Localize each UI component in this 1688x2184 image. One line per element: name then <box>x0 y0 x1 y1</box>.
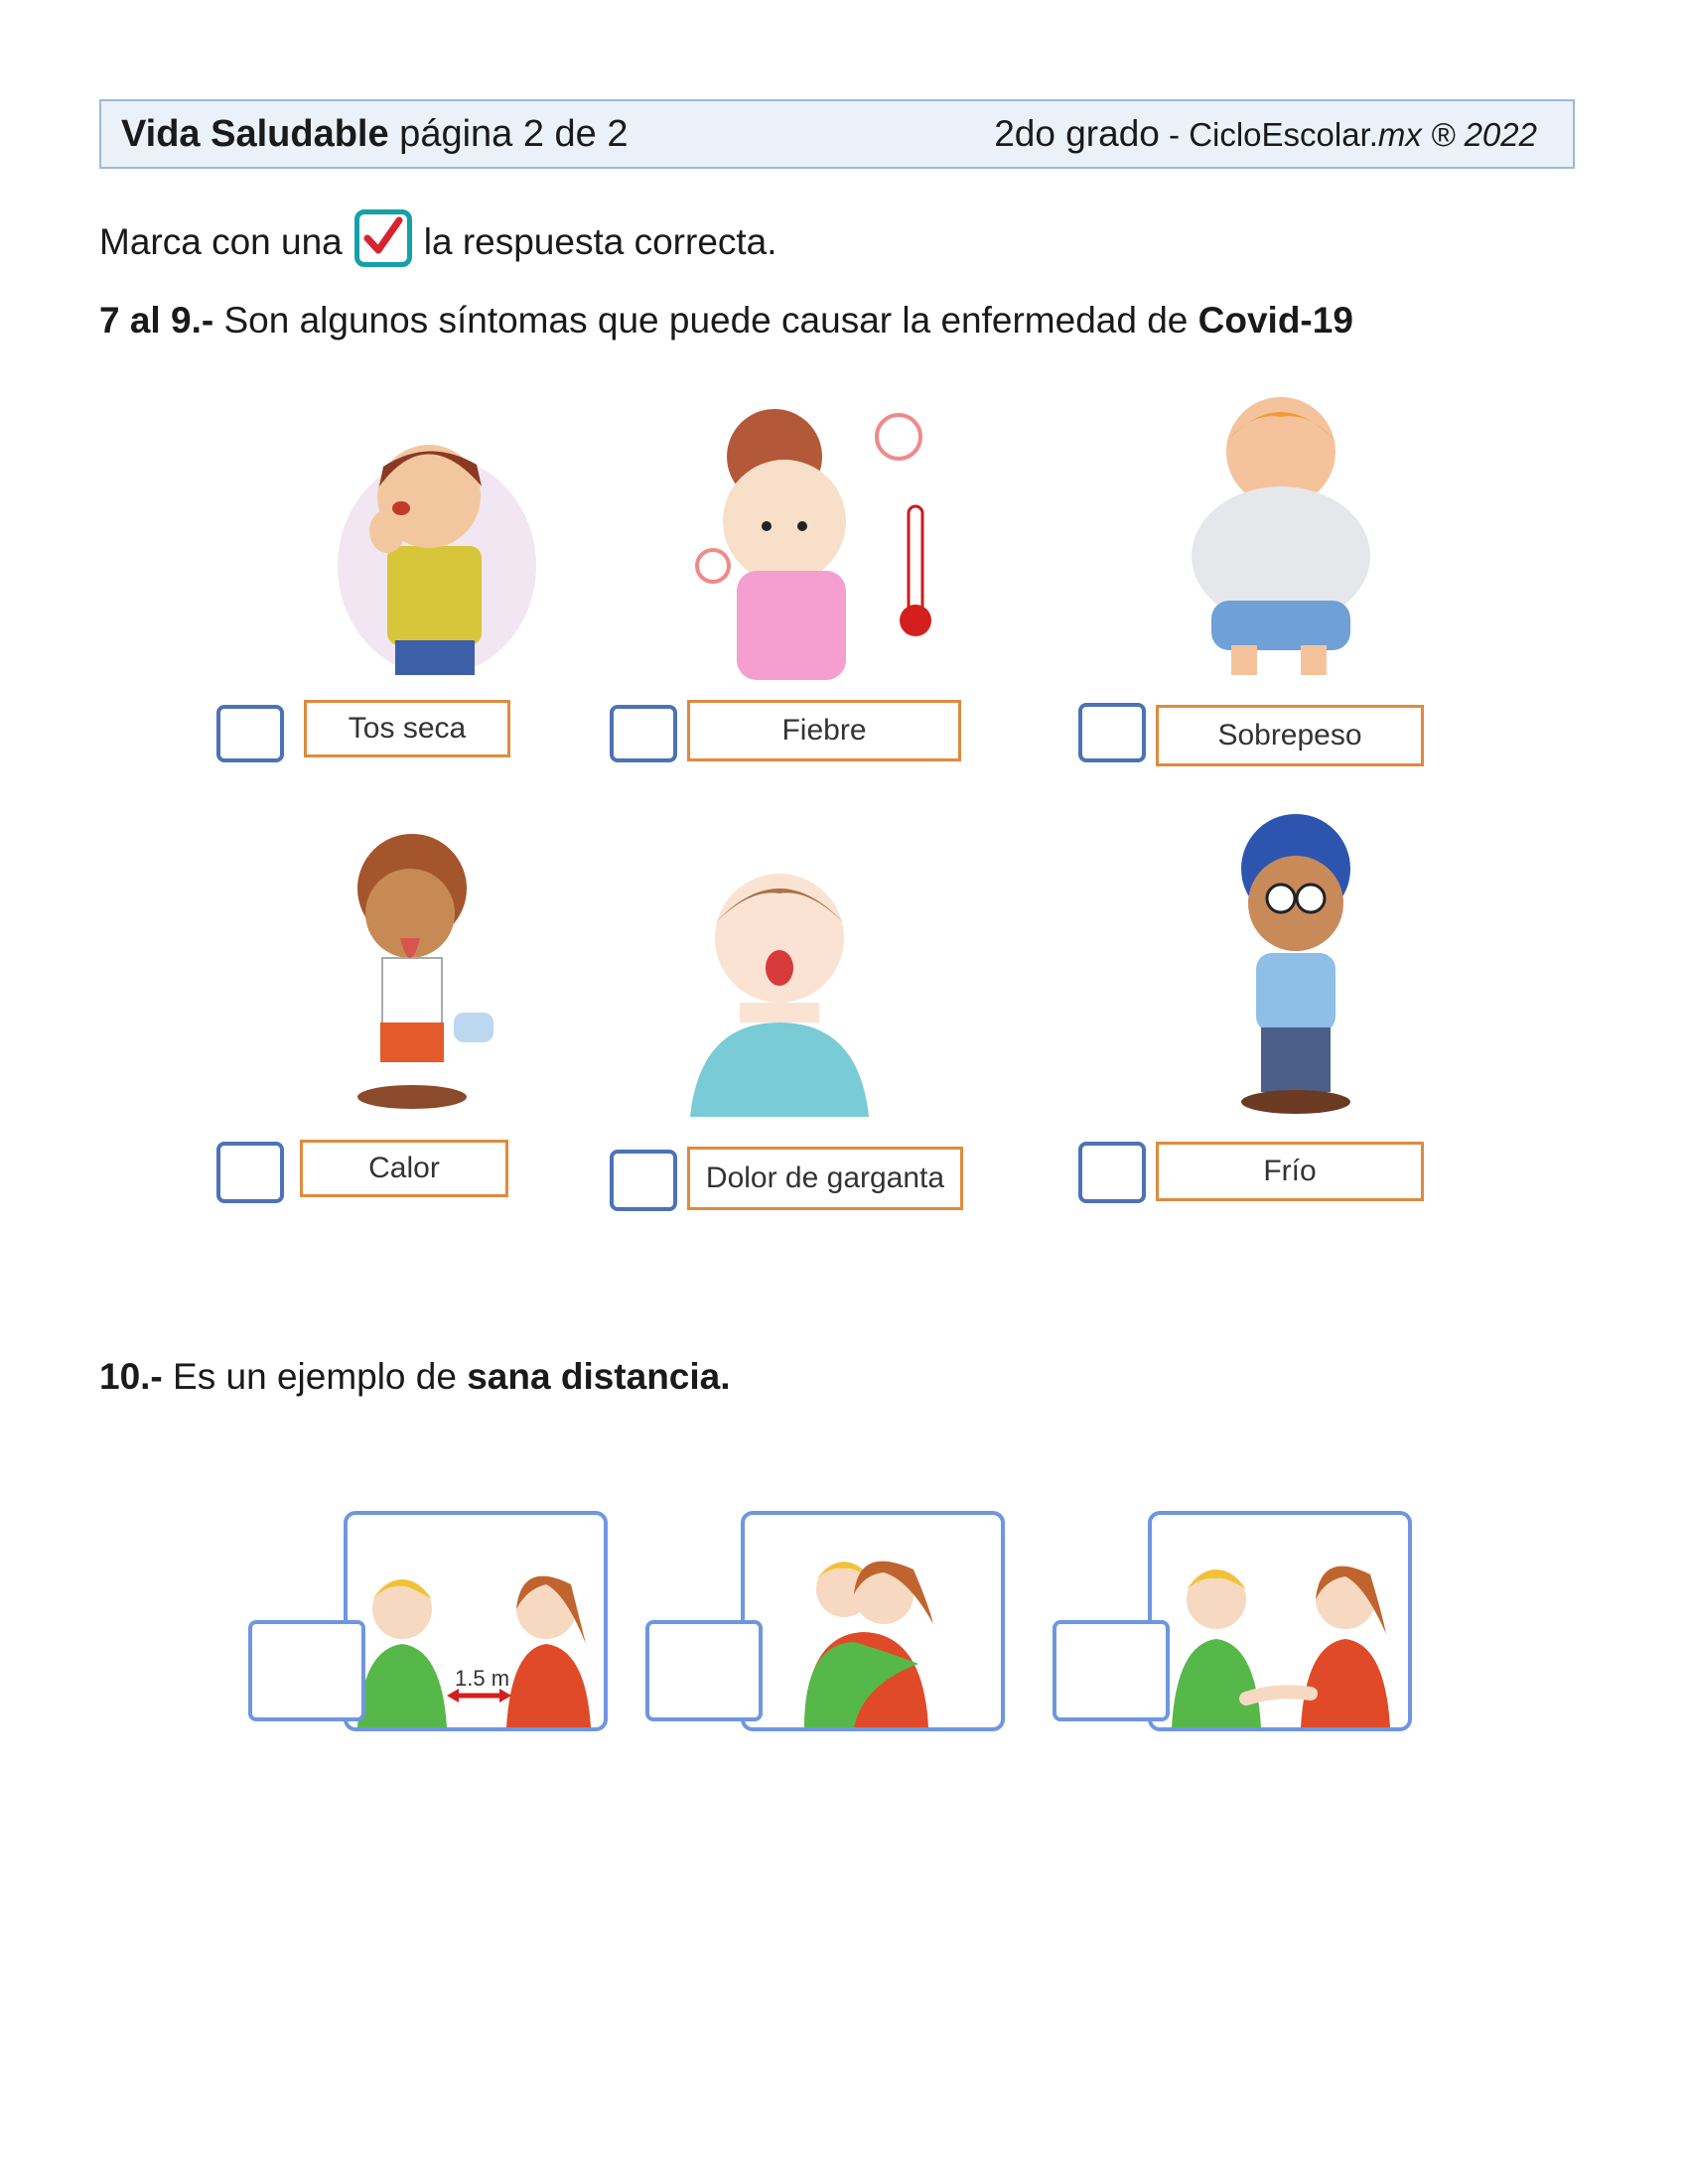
scenario-checkbox-distance[interactable] <box>248 1620 365 1721</box>
option-checkbox-calor[interactable] <box>216 1142 284 1203</box>
instructions-before: Marca con una <box>99 221 343 262</box>
header-grade: 2do grado <box>994 113 1160 154</box>
option-label-tos-seca: Tos seca <box>304 700 510 757</box>
scenario-checkbox-hug[interactable] <box>645 1620 763 1721</box>
option-checkbox-dolor-de-garganta[interactable] <box>610 1150 677 1211</box>
scenario-hug-frame <box>741 1511 1005 1731</box>
cold-illustration <box>1201 804 1390 1122</box>
distance-label: 1.5 m <box>455 1666 510 1691</box>
option-label-frio: Frío <box>1156 1142 1424 1201</box>
fever-illustration <box>685 397 943 685</box>
heat-illustration <box>323 829 501 1117</box>
scenario-handshake-frame <box>1148 1511 1412 1731</box>
option-label-calor: Calor <box>300 1140 508 1197</box>
option-label-fiebre: Fiebre <box>687 700 961 761</box>
option-checkbox-fiebre[interactable] <box>610 705 677 762</box>
hug-illustration <box>745 1515 1001 1727</box>
header-site: CicloEscolar. <box>1189 116 1378 153</box>
overweight-illustration <box>1172 382 1390 690</box>
header-separator: - <box>1159 116 1190 153</box>
scenario-distance-frame <box>344 1511 608 1731</box>
header-title-rest: página 2 de 2 <box>388 112 629 155</box>
distance-illustration <box>348 1515 604 1727</box>
question-10-text: Es un ejemplo de <box>162 1356 468 1397</box>
question-10-number: 10.- <box>99 1356 163 1397</box>
sore-throat-illustration <box>660 854 899 1122</box>
option-label-sobrepeso: Sobrepeso <box>1156 705 1424 766</box>
question-10-bold: sana distancia. <box>467 1356 731 1397</box>
header-meta <box>994 113 1537 155</box>
question-7-9-number: 7 al 9.- <box>99 300 214 341</box>
instructions <box>99 213 777 271</box>
question-7-9 <box>99 300 1353 341</box>
option-label-dolor-de-garganta: Dolor de garganta <box>687 1147 963 1210</box>
instructions-after: la respuesta correcta. <box>423 221 777 262</box>
page-header <box>99 99 1575 169</box>
header-year: ® 2022 <box>1421 116 1537 153</box>
checked-box-icon <box>354 209 412 267</box>
header-title-bold: Vida Saludable <box>121 112 389 155</box>
option-checkbox-sobrepeso[interactable] <box>1078 703 1146 762</box>
question-7-9-bold: Covid-19 <box>1197 300 1353 341</box>
handshake-illustration <box>1152 1515 1408 1727</box>
header-site-tld: mx <box>1377 116 1422 153</box>
scenario-checkbox-handshake[interactable] <box>1053 1620 1170 1721</box>
option-checkbox-tos-seca[interactable] <box>216 705 284 762</box>
dry-cough-illustration <box>318 407 536 675</box>
option-checkbox-frio[interactable] <box>1078 1142 1146 1203</box>
question-10 <box>99 1356 731 1398</box>
header-title <box>121 113 629 156</box>
question-7-9-text: Son algunos síntomas que puede causar la enfermedad de <box>213 300 1198 341</box>
